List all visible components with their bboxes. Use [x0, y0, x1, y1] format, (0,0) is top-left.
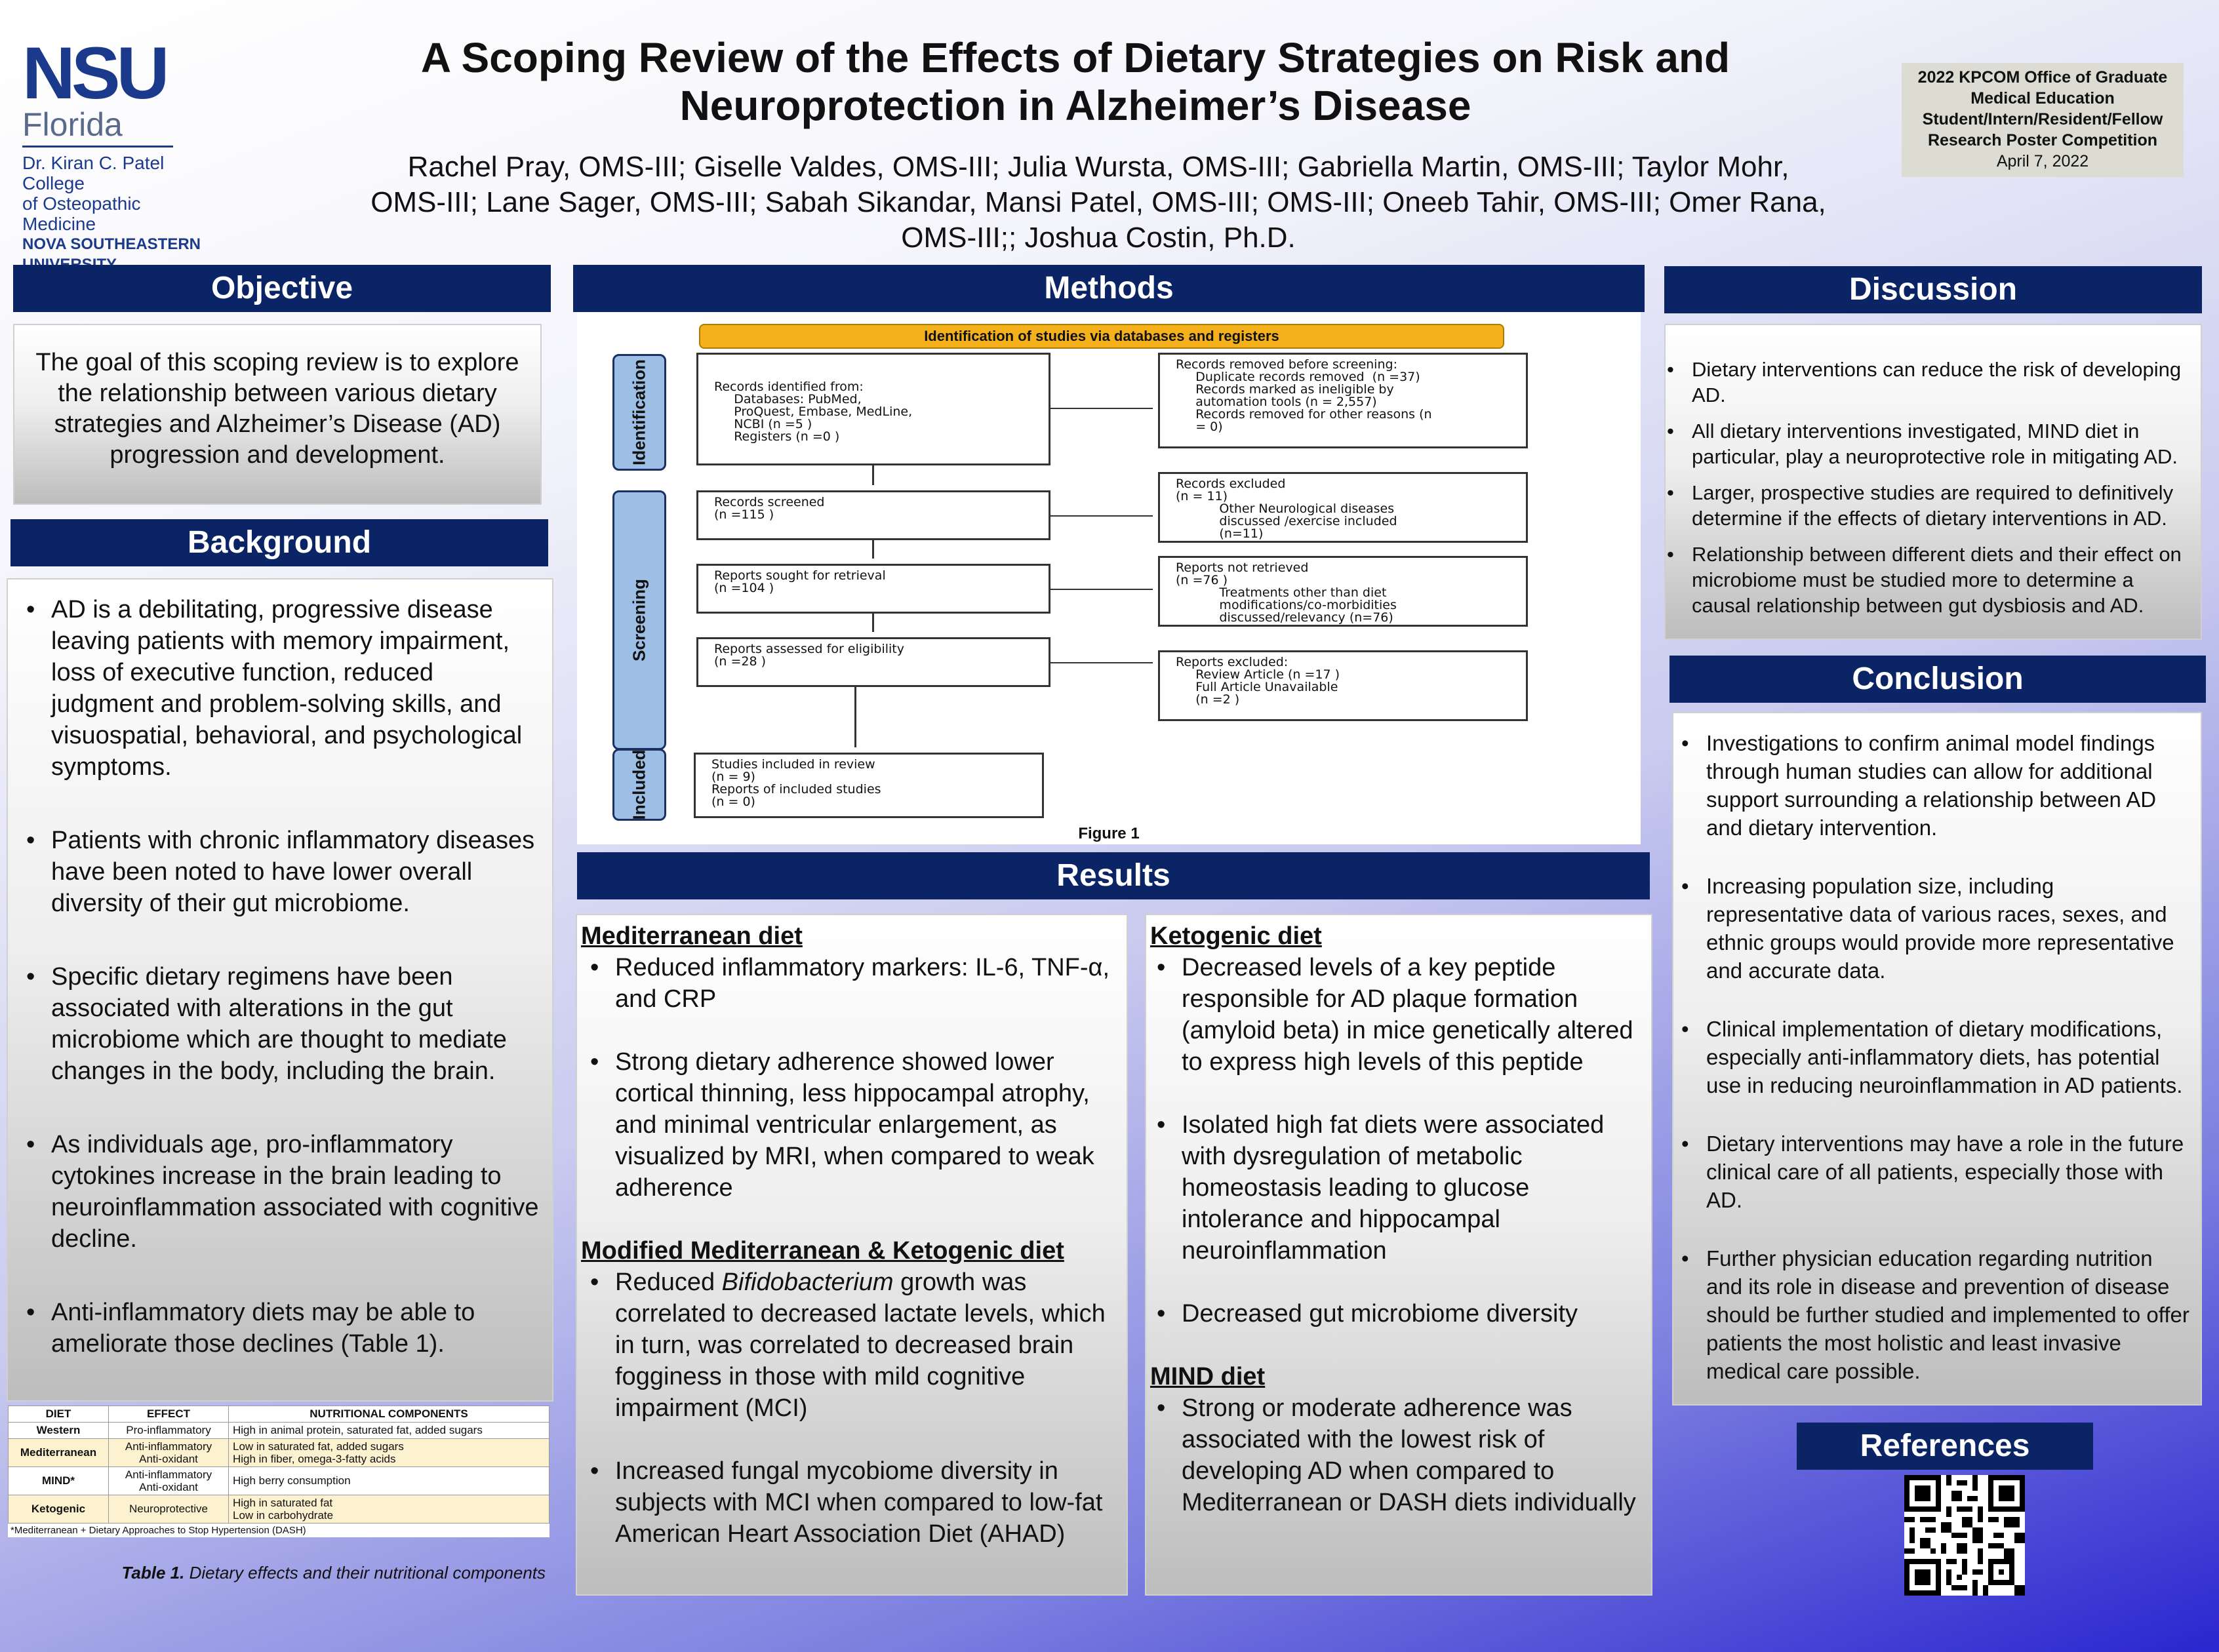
stage-screening [612, 490, 666, 750]
competition-line3: Student/Intern/Resident/Fellow [1922, 110, 2163, 128]
nsu-logo [22, 32, 219, 275]
logo-college-line2: of Osteopathic Medicine [22, 193, 141, 234]
discussion-heading: Discussion [1664, 266, 2202, 313]
prisma-flowchart [577, 312, 1641, 844]
logo-divider [22, 146, 173, 148]
table1-diet: MIND* [9, 1467, 109, 1495]
table1-caption-bold: Table 1. [121, 1563, 185, 1583]
conclusion-item: • Investigations to confirm animal model findings through human studies can allow for additional support surrounding a relationship between AD and dietary intervention. [1706, 729, 2194, 842]
table1-diet: Ketogenic [9, 1495, 109, 1524]
stage-label: Included [629, 749, 649, 820]
references-heading[interactable]: References [1797, 1423, 2093, 1470]
results-item: • Isolated high fat diets were associated with dysregulation of metabolic homeostasis leading to glucose intolerance and hippocampal neuroinflammation [1182, 1109, 1647, 1267]
table-row [9, 1467, 550, 1495]
conclusion-item: • Further physician education regarding nutrition and its role in disease and prevention of disease should be further studied and implemented to offer patients the most holistic and least invasive medical care possible. [1706, 1244, 2194, 1385]
results-heading: Results [577, 852, 1650, 899]
results-list [1150, 1392, 1647, 1518]
qr-code-icon[interactable] [1904, 1475, 2025, 1596]
background-item: • Anti-inflammatory diets may be able to ameliorate those declines (Table 1). [51, 1297, 539, 1360]
stage-label: Identification [629, 359, 649, 465]
arrow-line [872, 465, 874, 485]
conclusion-item: • Dietary interventions may have a role in the future clinical care of all patients, especially those with AD. [1706, 1130, 2194, 1214]
conclusion-heading: Conclusion [1669, 656, 2206, 703]
results-item: • Reduced Bifidobacterium growth was correlated to decreased lactate levels, which in turn, was correlated to decreased brain fogginess in those with mild cognitive impairment (MCI) [615, 1267, 1123, 1424]
discussion-panel [1664, 324, 2202, 640]
background-item: • As individuals age, pro-inflammatory cytokines increase in the brain leading to neuroinflammation associated with cognitive decline. [51, 1129, 539, 1255]
table1-footnote: *Mediterranean + Dietary Approaches to Stop Hypertension (DASH) [10, 1525, 306, 1536]
competition-date: April 7, 2022 [1996, 152, 2089, 170]
results-list [1150, 952, 1647, 1329]
results-list [581, 952, 1123, 1204]
discussion-list [1692, 357, 2194, 618]
background-item: • Patients with chronic inflammatory diseases have been noted to have lower overall diversity of their gut microbiome. [51, 825, 539, 919]
conclusion-panel [1672, 712, 2202, 1406]
background-panel [7, 578, 553, 1402]
competition-box [1902, 63, 2184, 177]
logo-nsu-text: NSU [22, 32, 166, 114]
results-right-panel [1145, 914, 1652, 1596]
arrow-line [1050, 589, 1153, 590]
results-item: • Strong or moderate adherence was associated with the lowest risk of developing AD when compared to Mediterranean or DASH diets individually [1182, 1392, 1647, 1518]
table-row [9, 1423, 550, 1439]
table1-diet: Western [9, 1423, 109, 1439]
competition-line1: 2022 KPCOM Office of Graduate [1917, 68, 2168, 87]
table1-header: NUTRITIONAL COMPONENTS [229, 1406, 550, 1423]
poster-title: A Scoping Review of the Effects of Dietary Strategies on Risk and Neuroprotection in Alzheimer’s Disease [420, 34, 1730, 129]
results-item: • Reduced inflammatory markers: IL-6, TNF-α, and CRP [615, 952, 1123, 1015]
discussion-item: • All dietary interventions investigated, MIND diet in particular, play a neuroprotective role in mitigating AD. [1692, 418, 2194, 469]
table1-components: High in animal protein, saturated fat, added sugars [229, 1423, 550, 1439]
results-item: • Increased fungal mycobiome diversity in subjects with MCI when compared to low-fat American Heart Association Diet (AHAD) [615, 1455, 1123, 1550]
objective-heading: Objective [13, 265, 551, 312]
flow-excluded: Records excluded (n = 11) Other Neurological diseases discussed /exercise included (n=11) [1158, 472, 1528, 543]
table1-caption-text: Dietary effects and their nutritional components [184, 1563, 546, 1583]
stage-included [612, 749, 666, 821]
results-section-title: Ketogenic diet [1150, 922, 1322, 950]
qr-code-graphic [1904, 1475, 2025, 1596]
discussion-item: • Larger, prospective studies are required to definitively determine if the effects of dietary interventions in AD. [1692, 480, 2194, 531]
logo-university-line1: NOVA SOUTHEASTERN [22, 235, 201, 253]
organism-name: Bifidobacterium [721, 1268, 894, 1296]
table1-components: Low in saturated fat, added sugars High in fiber, omega-3-fatty acids [229, 1439, 550, 1467]
logo-florida-text: Florida [22, 106, 123, 143]
flow-included: Studies included in review (n = 9) Reports of included studies (n = 0) [694, 753, 1044, 818]
objective-panel [13, 324, 542, 505]
flow-title: Identification of studies via databases and registers [699, 324, 1504, 349]
table1-diet: Mediterranean [9, 1439, 109, 1467]
arrow-line [872, 540, 874, 559]
flow-screened: Records screened (n =115 ) [696, 490, 1050, 540]
table1-effect: Anti-inflammatory Anti-oxidant [109, 1439, 229, 1467]
table1-effect: Anti-inflammatory Anti-oxidant [109, 1467, 229, 1495]
flow-sought: Reports sought for retrieval (n =104 ) [696, 564, 1050, 614]
discussion-item: • Dietary interventions can reduce the risk of developing AD. [1692, 357, 2194, 408]
flow-assessed: Reports assessed for eligibility (n =28 ) [696, 637, 1050, 687]
table1-header: DIET [9, 1406, 109, 1423]
discussion-item: • Relationship between different diets and their effect on microbiome must be studied more to determine a causal relationship between gut dysbiosis and AD. [1692, 541, 2194, 618]
flow-not-retrieved: Reports not retrieved (n =76 ) Treatments other than diet modifications/co-morbidities discussed/relevancy (n=76) [1158, 556, 1528, 627]
competition-line2: Medical Education [1970, 89, 2115, 108]
objective-text: The goal of this scoping review is to explore the relationship between various dietary strategies and Alzheimer’s Disease (AD) progression and development. [35, 349, 519, 469]
table1-effect: Pro-inflammatory [109, 1423, 229, 1439]
table1 [8, 1406, 550, 1537]
stage-identification [612, 354, 666, 471]
results-section-title: Mediterranean diet [581, 922, 803, 950]
table1-caption [8, 1563, 546, 1583]
competition-line4: Research Poster Competition [1927, 131, 2158, 149]
results-section-title: MIND diet [1150, 1363, 1266, 1390]
conclusion-item: • Increasing population size, including representative data of various races, sexes, and ethnic groups would provide more representative and accurate data. [1706, 872, 2194, 985]
results-section-title: Modified Mediterranean & Ketogenic diet [581, 1237, 1064, 1265]
table1-components: High berry consumption [229, 1467, 550, 1495]
figure-caption: Figure 1 [1078, 825, 1140, 842]
arrow-line [872, 614, 874, 632]
table1-components: High in saturated fat Low in carbohydrate [229, 1495, 550, 1524]
table1-grid [8, 1406, 550, 1524]
poster-authors: Rachel Pray, OMS-III; Giselle Valdes, OMS-III; Julia Wursta, OMS-III; Gabriella Martin, OMS-III; Taylor Mohr, OMS-III; Lane Sager, OMS-III; Sabah Sikandar, Mansi Patel, OMS-III; OMS-III; Oneeb Tahir, OMS-III; Omer Rana, OMS-III;; Joshua Costin, Ph.D. [370, 151, 1826, 254]
conclusion-item: • Clinical implementation of dietary modifications, especially anti-inflammatory diets, has potential use in reducing neuroinflammation in AD patients. [1706, 1015, 2194, 1099]
table1-header: EFFECT [109, 1406, 229, 1423]
results-list [581, 1267, 1123, 1550]
flow-reports-excluded: Reports excluded: Review Article (n =17 ) Full Article Unavailable (n =2 ) [1158, 650, 1528, 721]
conclusion-list [1706, 729, 2194, 1385]
background-heading: Background [10, 519, 548, 566]
arrow-line [854, 687, 856, 747]
background-list [51, 594, 539, 1360]
arrow-line [1050, 515, 1153, 517]
flow-removed-before: Records removed before screening: Duplicate records removed (n =37) Records marked as ineligible by automation tools (n = 2,557) Records removed for other reasons (n = 0) [1158, 353, 1528, 448]
arrow-line [1050, 408, 1153, 409]
background-item: • AD is a debilitating, progressive disease leaving patients with memory impairment, loss of executive function, reduced judgment and problem-solving skills, and visuospatial, behavioral, and psychological symptoms. [51, 594, 539, 783]
flow-records-identified: Records identified from: Databases: PubMed, ProQuest, Embase, MedLine, NCBI (n =5 ) Registers (n =0 ) [696, 353, 1050, 465]
logo-college-line1: Dr. Kiran C. Patel College [22, 153, 165, 193]
table-row [9, 1439, 550, 1467]
background-item: • Specific dietary regimens have been associated with alterations in the gut microbiome which are thought to mediate changes in the body, including the brain. [51, 961, 539, 1087]
results-left-panel [576, 914, 1128, 1596]
results-item: • Decreased gut microbiome diversity [1182, 1298, 1647, 1329]
stage-label: Screening [629, 579, 649, 661]
methods-heading: Methods [573, 265, 1645, 312]
arrow-line [1050, 662, 1153, 663]
table1-effect: Neuroprotective [109, 1495, 229, 1524]
table-row [9, 1495, 550, 1524]
results-item: • Decreased levels of a key peptide responsible for AD plaque formation (amyloid beta) in mice genetically altered to express high levels of this peptide [1182, 952, 1647, 1078]
results-item: • Strong dietary adherence showed lower cortical thinning, less hippocampal atrophy, and minimal ventricular enlargement, as visualized by MRI, when compared to weak adherence [615, 1046, 1123, 1204]
